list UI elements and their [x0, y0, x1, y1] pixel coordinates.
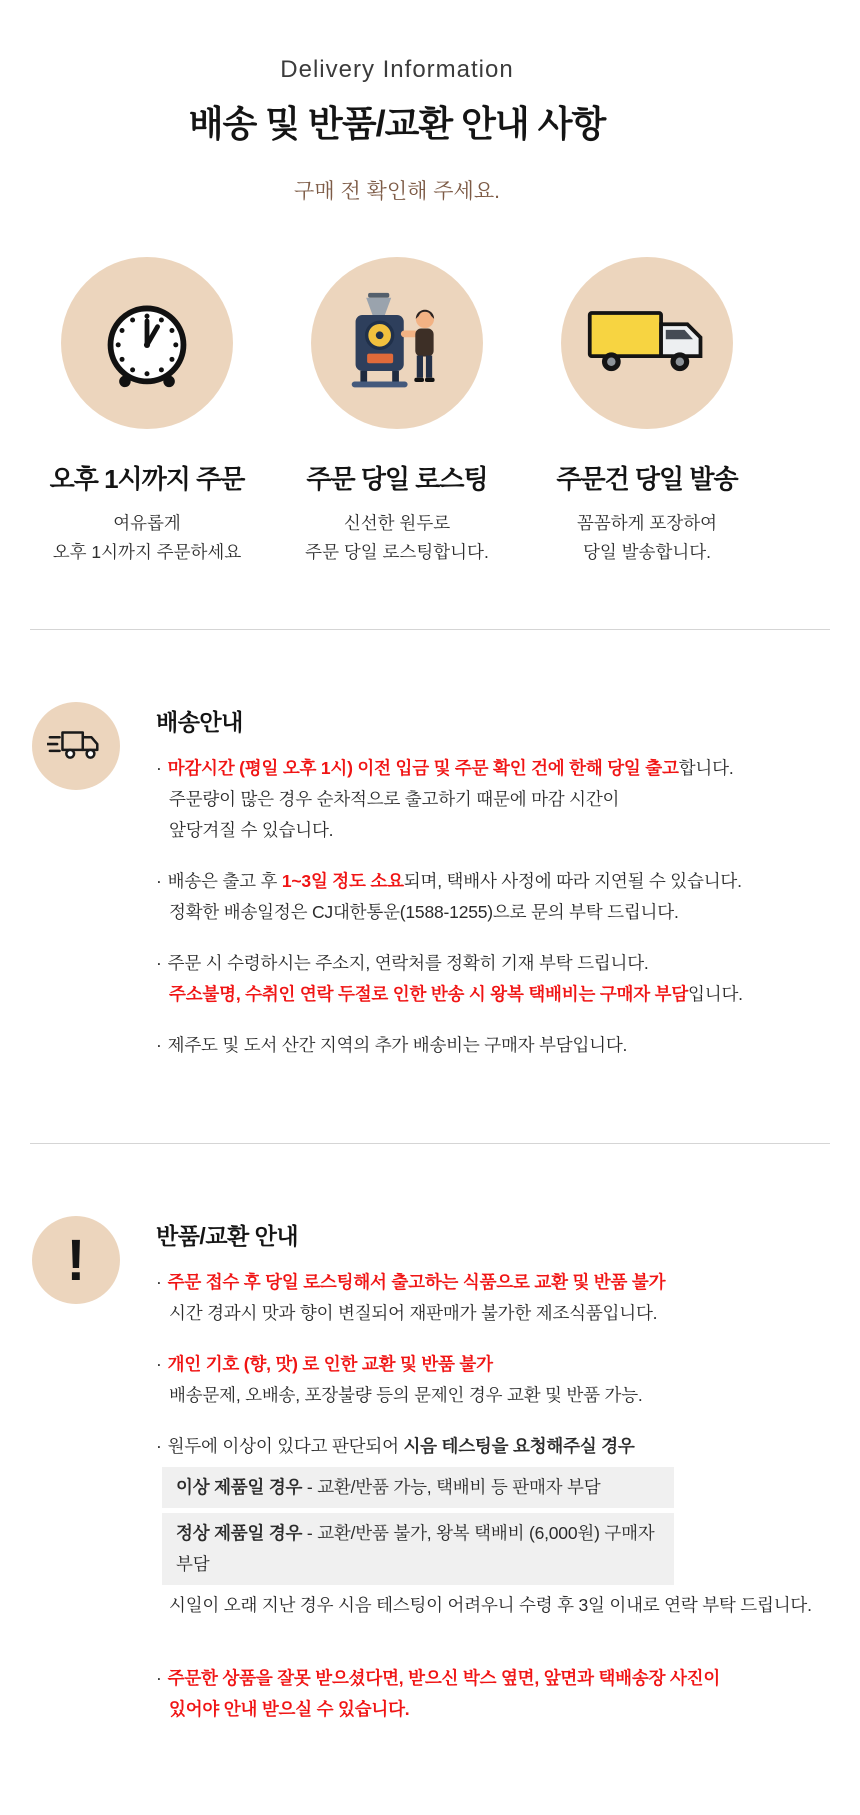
bullet-marker: ·	[156, 1354, 162, 1374]
bullet-line: · 원두에 이상이 있다고 판단되어 시음 테스팅을 요청해주실 경우	[156, 1436, 635, 1456]
bullet-line: 주소불명, 수취인 연락 두절로 인한 반송 시 왕복 택배비는 구매자 부담입니다.	[169, 984, 743, 1004]
feature-row	[0, 257, 794, 567]
feature-desc-line: 오후 1시까지 주문하세요	[52, 542, 242, 562]
bullet-marker: ·	[156, 1272, 162, 1292]
shipping-section	[0, 630, 860, 1081]
feature-card	[272, 257, 522, 567]
shipping-content	[156, 702, 830, 1081]
feature-card	[522, 257, 772, 567]
clock-icon	[99, 294, 195, 392]
feature-desc-line: 여유롭게	[113, 513, 181, 533]
bullet-marker: ·	[156, 1436, 162, 1456]
page-title: 배송 및 반품/교환 안내 사항	[188, 103, 606, 144]
shipping-truck-icon	[47, 723, 105, 769]
feature-title: 주문 당일 로스팅	[306, 464, 488, 494]
bullet-item	[156, 948, 830, 1010]
truck-icon	[586, 303, 708, 383]
bullet-item	[156, 1267, 830, 1329]
bullet-marker: ·	[156, 1668, 162, 1688]
section-title: 배송안내	[156, 709, 243, 735]
bullet-item	[156, 753, 830, 846]
shipping-badge	[32, 702, 120, 790]
roasting-icon	[338, 290, 456, 396]
feature-desc-line: 주문 당일 로스팅합니다.	[305, 542, 489, 562]
feature-desc-line: 신선한 원두로	[343, 513, 451, 533]
bullet-line: 있어야 안내 받으실 수 있습니다.	[169, 1699, 410, 1719]
returns-badge	[32, 1216, 120, 1304]
bullet-marker: ·	[156, 758, 162, 778]
bullet-line: · 주문 시 수령하시는 주소지, 연락처를 정확히 기재 부탁 드립니다.	[156, 953, 649, 973]
eyebrow-title: Delivery Information	[280, 56, 514, 83]
feature-title: 주문건 당일 발송	[556, 464, 738, 494]
bullet-line: · 배송은 출고 후 1~3일 정도 소요되며, 택배사 사정에 따라 지연될 수 있습니다.	[156, 871, 742, 891]
page-subtitle: 구매 전 확인해 주세요.	[294, 180, 500, 203]
returns-content	[156, 1216, 830, 1745]
bullet-line: 시일이 오래 지난 경우 시음 테스팅이 어려우니 수령 후 3일 이내로 연락 부탁 드립니다.	[169, 1595, 812, 1615]
bullet-line: · 제주도 및 도서 산간 지역의 추가 배송비는 구매자 부담입니다.	[156, 1035, 628, 1055]
feature-title: 오후 1시까지 주문	[49, 464, 245, 494]
bullet-line: · 개인 기호 (향, 맛) 로 인한 교환 및 반품 불가	[156, 1354, 493, 1374]
exclamation-icon: !	[66, 1226, 86, 1293]
bullet-list	[156, 753, 830, 1061]
bullet-line: · 주문 접수 후 당일 로스팅해서 출고하는 식품으로 교환 및 반품 불가	[156, 1272, 666, 1292]
bullet-line: 시간 경과시 맛과 향이 변질되어 재판매가 불가한 제조식품입니다.	[169, 1303, 658, 1323]
bullet-line: 정확한 배송일정은 CJ대한통운(1588-1255)으로 문의 부탁 드립니다.	[169, 902, 679, 922]
icon-circle	[561, 257, 733, 429]
header	[0, 0, 794, 205]
bullet-line: 앞당겨질 수 있습니다.	[169, 820, 334, 840]
feature-desc-line: 꼼꼼하게 포장하여	[576, 513, 718, 533]
bullet-marker: ·	[156, 953, 162, 973]
feature-desc-line: 당일 발송합니다.	[582, 542, 712, 562]
highlight-line: 정상 제품일 경우 - 교환/반품 불가, 왕복 택배비 (6,000원) 구매자 부담	[162, 1513, 674, 1585]
bullet-list	[156, 1267, 830, 1725]
icon-circle	[311, 257, 483, 429]
bullet-marker: ·	[156, 1035, 162, 1055]
bullet-line: · 주문한 상품을 잘못 받으셨다면, 받으신 박스 옆면, 앞면과 택배송장 사진이	[156, 1668, 721, 1688]
icon-circle	[61, 257, 233, 429]
bullet-line: · 마감시간 (평일 오후 1시) 이전 입금 및 주문 확인 건에 한해 당일 출고합니다.	[156, 758, 734, 778]
bullet-item	[156, 1663, 830, 1725]
bullet-line: 배송문제, 오배송, 포장불량 등의 문제인 경우 교환 및 반품 가능.	[169, 1385, 643, 1405]
bullet-item	[156, 1431, 830, 1621]
returns-section	[0, 1144, 860, 1745]
highlight-line: 이상 제품일 경우 - 교환/반품 가능, 택배비 등 판매자 부담	[162, 1467, 674, 1508]
bullet-item	[156, 866, 830, 928]
bullet-item	[156, 1349, 830, 1411]
feature-card	[22, 257, 272, 567]
bullet-item	[156, 1030, 830, 1061]
bullet-line: 주문량이 많은 경우 순차적으로 출고하기 때문에 마감 시간이	[169, 789, 620, 809]
section-title: 반품/교환 안내	[156, 1223, 299, 1249]
bullet-marker: ·	[156, 871, 162, 891]
